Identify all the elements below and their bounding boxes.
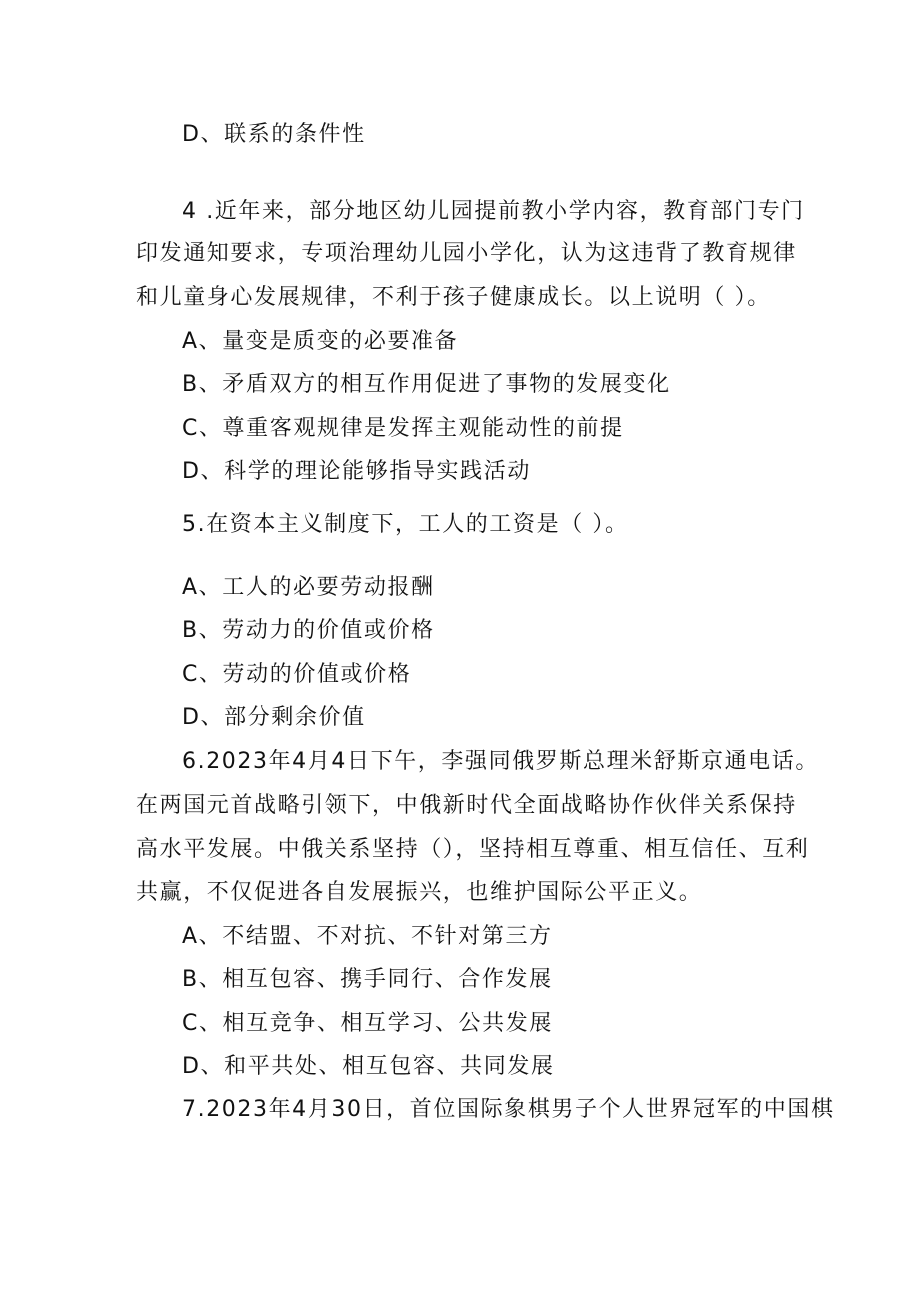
q4-option-a: A、量变是质变的必要准备 xyxy=(182,329,459,354)
q3-option-d: D、联系的条件性 xyxy=(182,122,366,147)
q5-option-c: C、劳动的价值或价格 xyxy=(182,662,412,687)
q6-stem-line-1: 6.2023年4月4日下午，李强同俄罗斯总理米舒斯京通电话。 xyxy=(182,749,819,774)
q5-option-b: B、劳动力的价值或价格 xyxy=(182,618,435,643)
q7-stem-line-1: 7.2023年4月30日，首位国际象棋男子个人世界冠军的中国棋 xyxy=(182,1097,835,1122)
q6-option-b: B、相互包容、携手同行、合作发展 xyxy=(182,967,553,992)
q4-stem-line-2: 印发通知要求，专项治理幼儿园小学化，认为这违背了教育规律 xyxy=(136,241,797,266)
q6-option-a: A、不结盟、不对抗、不针对第三方 xyxy=(182,924,553,949)
q5-option-a: A、工人的必要劳动报酬 xyxy=(182,575,435,600)
q4-option-d: D、科学的理论能够指导实践活动 xyxy=(182,459,531,484)
q6-option-c: C、相互竞争、相互学习、公共发展 xyxy=(182,1011,553,1036)
q4-stem-line-1: 4 .近年来，部分地区幼儿园提前教小学内容，教育部门专门 xyxy=(182,199,805,224)
q6-stem-line-2: 在两国元首战略引领下，中俄新时代全面战略协作伙伴关系保持 xyxy=(136,793,797,818)
q4-option-c: C、尊重客观规律是发挥主观能动性的前提 xyxy=(182,416,624,441)
q5-stem: 5.在资本主义制度下，工人的工资是（ ）。 xyxy=(182,512,629,537)
q6-stem-line-3: 高水平发展。中俄关系坚持（），坚持相互尊重、相互信任、互利 xyxy=(136,837,810,862)
q6-option-d: D、和平共处、相互包容、共同发展 xyxy=(182,1054,555,1079)
q6-stem-line-4: 共赢，不仅促进各自发展振兴，也维护国际公平正义。 xyxy=(136,880,703,905)
q4-option-b: B、矛盾双方的相互作用促进了事物的发展变化 xyxy=(182,372,671,397)
q5-option-d: D、部分剩余价值 xyxy=(182,705,366,730)
q4-stem-line-3: 和儿童身心发展规律，不利于孩子健康成长。以上说明（ ）。 xyxy=(136,285,771,310)
